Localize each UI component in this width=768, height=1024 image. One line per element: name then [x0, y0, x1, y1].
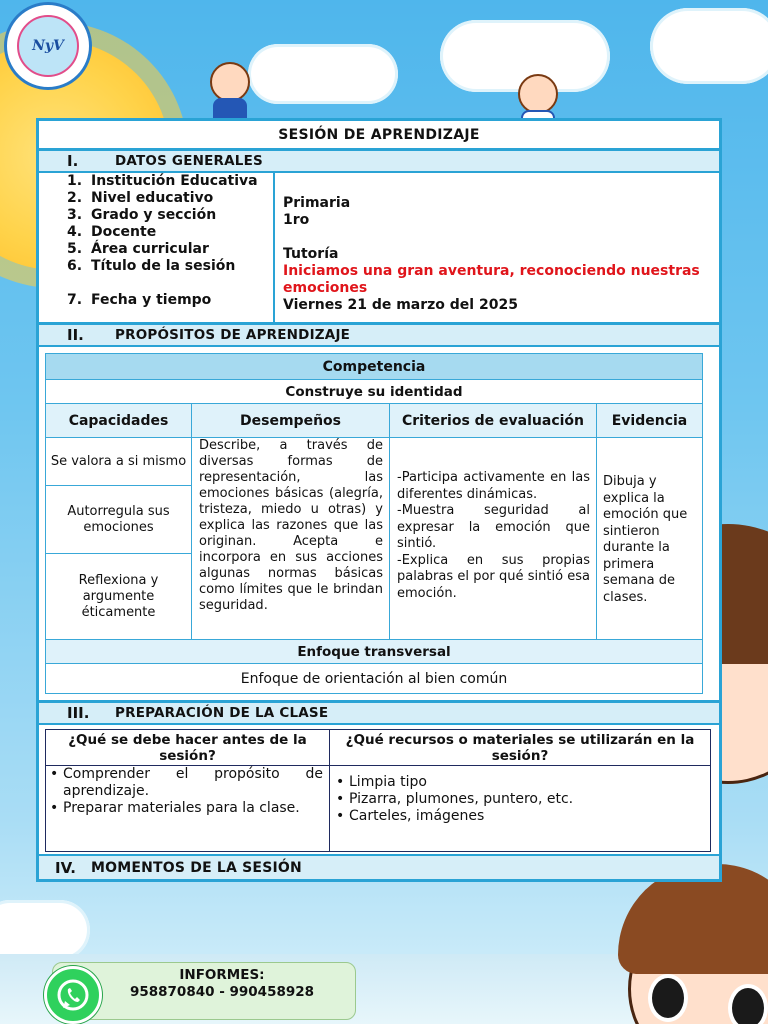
- purposes-table: [45, 353, 703, 694]
- item-label: Institución Educativa: [91, 173, 258, 189]
- nivel-value: Primaria: [283, 195, 351, 211]
- item-label: Fecha y tiempo: [91, 292, 212, 308]
- grado-value: 1ro: [283, 212, 310, 228]
- lesson-document: [36, 118, 722, 882]
- list-item: [67, 224, 269, 241]
- list-item: [67, 258, 269, 275]
- capacidad-cell: Autorregula sus emociones: [46, 486, 192, 554]
- item-number: 7.: [67, 292, 83, 308]
- section-label: DATOS GENERALES: [115, 153, 263, 169]
- criterios-cell: [390, 438, 597, 640]
- section-label: PREPARACIÓN DE LA CLASE: [115, 705, 329, 721]
- info-phones: 958870840 - 990458928: [129, 984, 315, 1000]
- document-title: SESIÓN DE APRENDIZAJE: [39, 121, 719, 150]
- desempeno-cell: Describe, a través de diversas formas de representación, las emociones básicas (alegría, tristeza, miedo u otras) y explica las razones que las originan. Acepta e incorpora en sus acciones algunas normas básicas como límites que le brindan seguridad.: [192, 438, 390, 640]
- item-number: 4.: [67, 224, 83, 240]
- item-number: 2.: [67, 190, 83, 206]
- purposes-area: [39, 347, 719, 702]
- item-label: Nivel educativo: [91, 190, 214, 206]
- criterio-item: -Explica en sus propias palabras el por qué sintió esa emoción.: [397, 552, 590, 601]
- info-label: INFORMES:: [179, 967, 265, 983]
- list-item: • Comprender el propósito de aprendizaje.: [50, 766, 323, 799]
- section-header-propositos: [39, 324, 719, 347]
- area-value: Tutoría: [283, 246, 339, 262]
- competencia-value: Construye su identidad: [46, 380, 703, 404]
- list-item: [67, 207, 269, 224]
- section-number: III.: [67, 704, 90, 722]
- question-before: ¿Qué se debe hacer antes de la sesión?: [46, 730, 330, 766]
- question-resources: ¿Qué recursos o materiales se utilizarán en la sesión?: [330, 730, 711, 766]
- competencia-header: Competencia: [46, 354, 703, 380]
- list-item: • Limpia tipo: [336, 774, 427, 790]
- section-label: MOMENTOS DE LA SESIÓN: [91, 859, 302, 876]
- column-header-evidencia: Evidencia: [597, 404, 703, 438]
- section-header-momentos: [39, 856, 719, 879]
- capacidad-cell: Se valora a si mismo: [46, 438, 192, 486]
- preparation-area: [39, 725, 719, 856]
- list-item: [67, 241, 269, 258]
- whatsapp-icon[interactable]: [44, 966, 102, 1024]
- session-title-value: Iniciamos una gran aventura, reconociendo nuestras emociones: [283, 263, 700, 296]
- section-number: I.: [67, 152, 79, 170]
- general-data-values: [275, 173, 719, 322]
- section-number: IV.: [55, 858, 76, 877]
- list-item-text: Limpia tipo: [349, 774, 427, 790]
- school-logo: [4, 2, 92, 90]
- enfoque-header: Enfoque transversal: [46, 640, 703, 664]
- cloud-decoration: [0, 900, 90, 960]
- general-data: [39, 173, 719, 324]
- column-header-capacidades: Capacidades: [46, 404, 192, 438]
- item-label: Título de la sesión: [91, 258, 236, 274]
- boy-character-illustration: [618, 864, 768, 1024]
- list-item-text: Comprender el propósito de aprendizaje.: [63, 766, 323, 799]
- list-item: [67, 173, 269, 190]
- capacidad-cell: Reflexiona y argumente éticamente: [46, 554, 192, 640]
- list-item: [67, 292, 269, 309]
- general-data-labels: [39, 173, 275, 322]
- list-item: • Preparar materiales para la clase.: [50, 800, 300, 816]
- list-item: • Pizarra, plumones, puntero, etc.: [336, 791, 574, 807]
- cloud-decoration: [248, 44, 398, 104]
- item-label: Grado y sección: [91, 207, 217, 223]
- column-header-criterios: Criterios de evaluación: [390, 404, 597, 438]
- preparation-table: [45, 729, 711, 852]
- list-item: [67, 190, 269, 207]
- criterio-item: -Muestra seguridad al expresar la emoción que sintió.: [397, 503, 590, 551]
- criterio-item: -Participa activamente en las diferentes dinámicas.: [397, 470, 590, 502]
- list-item-text: Pizarra, plumones, puntero, etc.: [349, 791, 574, 807]
- logo-text: NyV: [32, 38, 64, 54]
- item-label: Docente: [91, 224, 157, 240]
- section-header-preparacion: [39, 702, 719, 725]
- section-number: II.: [67, 326, 84, 344]
- date-value: Viernes 21 de marzo del 2025: [283, 297, 518, 313]
- list-item-text: Preparar materiales para la clase.: [63, 800, 300, 816]
- before-list-cell: [46, 766, 330, 852]
- item-number: 6.: [67, 258, 83, 274]
- item-number: 1.: [67, 173, 83, 189]
- cloud-decoration: [650, 8, 768, 84]
- section-label: PROPÓSITOS DE APRENDIZAJE: [115, 327, 351, 343]
- logo-emblem: [17, 15, 79, 77]
- evidencia-cell: Dibuja y explica la emoción que sintieron durante la primera semana de clases.: [597, 438, 703, 640]
- list-item-text: Carteles, imágenes: [349, 808, 485, 824]
- column-header-desempenos: Desempeños: [192, 404, 390, 438]
- section-header-datos-generales: [39, 150, 719, 173]
- item-number: 5.: [67, 241, 83, 257]
- resources-list-cell: [330, 766, 711, 852]
- item-label: Área curricular: [91, 241, 209, 257]
- item-number: 3.: [67, 207, 83, 223]
- enfoque-value: Enfoque de orientación al bien común: [46, 664, 703, 694]
- list-item: • Carteles, imágenes: [336, 808, 485, 824]
